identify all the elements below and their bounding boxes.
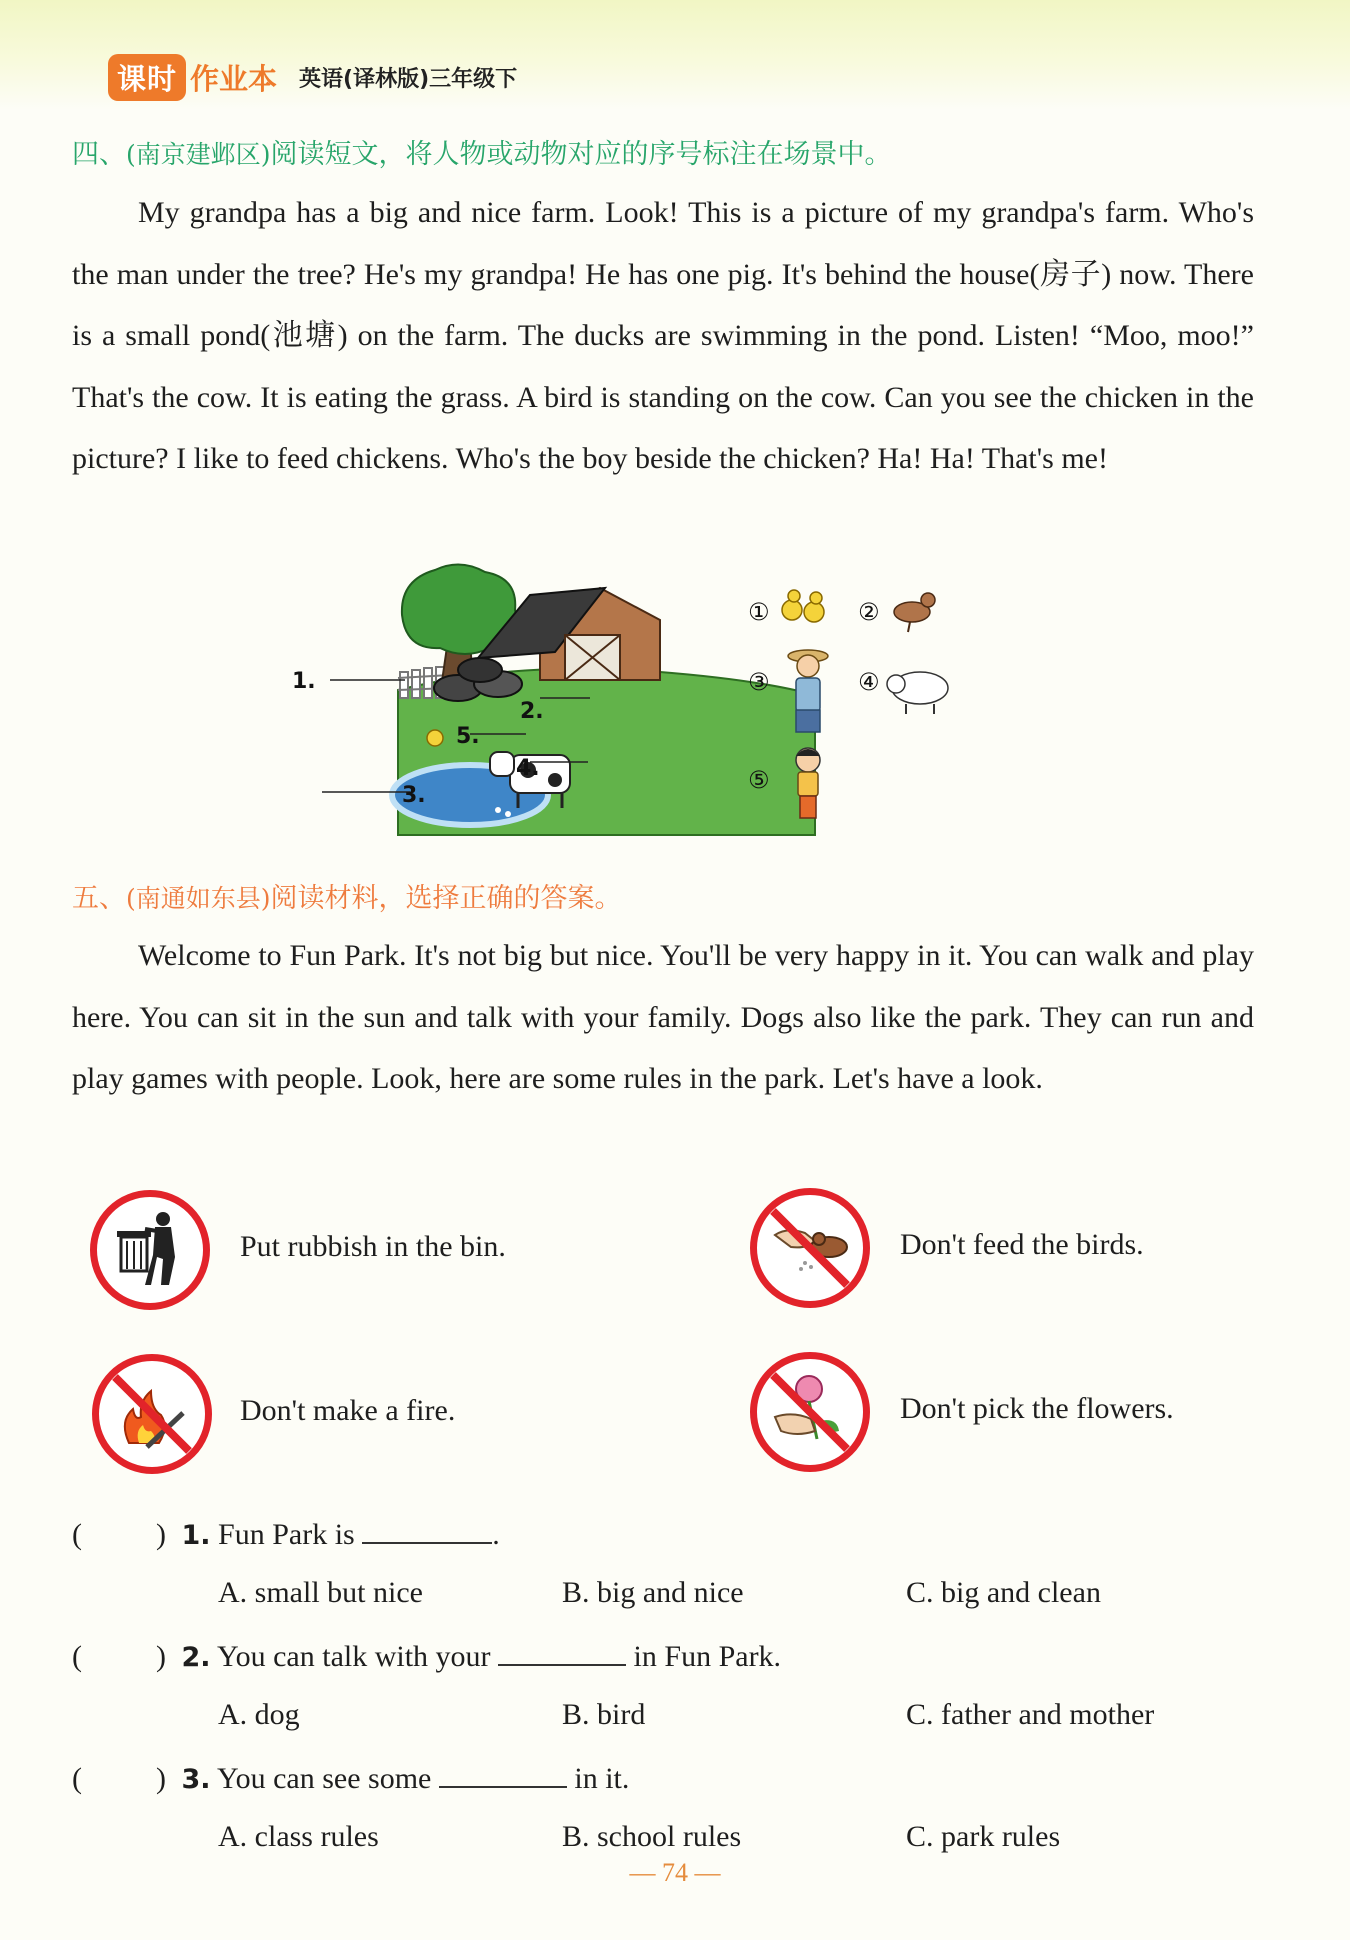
option-3-number: ③ <box>748 668 770 696</box>
question-3-blank[interactable] <box>439 1760 567 1788</box>
q3-option-c[interactable]: C. park rules <box>906 1820 1061 1853</box>
chicks-icon <box>782 590 824 622</box>
section5-passage <box>72 925 1254 1110</box>
sign-text-flowers: Don't pick the flowers. <box>900 1392 1174 1425</box>
section5-passage-text: Welcome to Fun Park. It's not big but nice. You'll be very happy in it. You can walk and play here. You can sit in the sun and talk with your family. Dogs also like the park. They can run and play games with people. Look, here are some rules in the park. Let's have a look. <box>72 939 1254 1095</box>
section4-number: 四、 <box>72 139 126 170</box>
section4-instruction: 阅读短文，将人物或动物对应的序号标注在场景中。 <box>270 139 892 170</box>
farm-picture <box>322 564 815 835</box>
pig-icon <box>887 672 948 714</box>
question-1-number: 1. <box>181 1520 211 1551</box>
section4-source: (南京建邺区) <box>126 140 271 169</box>
answer-paren-close-2: ) <box>156 1640 166 1673</box>
no-fire-sign-icon <box>92 1354 212 1474</box>
q3-option-a[interactable]: A. class rules <box>218 1820 379 1853</box>
question-1 <box>72 1516 500 1552</box>
question-1-text: Fun Park is <box>218 1518 355 1551</box>
answer-paren-close-3: ) <box>156 1762 166 1795</box>
question-2 <box>72 1638 781 1674</box>
section5-title <box>72 876 622 915</box>
scene-label-2: 2. <box>520 699 544 724</box>
answer-paren-open-1: ( <box>72 1518 82 1551</box>
sign-text-birds: Don't feed the birds. <box>900 1228 1144 1261</box>
section4-passage <box>72 182 1254 490</box>
answer-paren-open-2: ( <box>72 1640 82 1673</box>
farm-scene <box>292 560 980 850</box>
no-picking-flowers-sign-icon <box>750 1352 870 1472</box>
question-3-number: 3. <box>181 1764 211 1795</box>
q2-option-a[interactable]: A. dog <box>218 1698 300 1731</box>
question-2-text: You can talk with your <box>216 1640 491 1673</box>
question-1-suffix: . <box>492 1518 500 1551</box>
q2-option-b[interactable]: B. bird <box>562 1698 646 1731</box>
sign-text-fire: Don't make a fire. <box>240 1394 456 1427</box>
answer-paren-open-3: ( <box>72 1762 82 1795</box>
section5-source: (南通如东县) <box>126 884 271 913</box>
question-1-blank[interactable] <box>362 1516 492 1544</box>
scene-label-4: 4. <box>516 756 540 781</box>
bird-icon <box>894 593 935 632</box>
page-number: — 74 — <box>629 1858 721 1887</box>
sign-text-rubbish: Put rubbish in the bin. <box>240 1230 506 1263</box>
subject-title: 英语(译林版)三年级下 <box>299 66 518 92</box>
q1-option-a[interactable]: A. small but nice <box>218 1576 423 1609</box>
question-3-text: You can see some <box>216 1762 432 1795</box>
brand-name: 作业本 <box>190 61 278 96</box>
boy-icon <box>796 748 820 818</box>
park-rules-signs <box>86 1182 1266 1502</box>
question-2-blank[interactable] <box>498 1638 626 1666</box>
question-2-number: 2. <box>181 1642 211 1673</box>
page-header <box>108 52 517 102</box>
question-3 <box>72 1760 629 1796</box>
section4-title <box>72 132 892 171</box>
q2-option-c[interactable]: C. father and mother <box>906 1698 1155 1731</box>
rubbish-bin-sign-icon <box>90 1190 210 1310</box>
section5-number: 五、 <box>72 883 126 914</box>
scene-label-5: 5. <box>456 724 480 749</box>
no-feeding-birds-sign-icon <box>750 1188 870 1308</box>
section4-passage-text: My grandpa has a big and nice farm. Look! This is a picture of my grandpa's farm. Who's the man under the tree? He's my grandpa! He has one pig. It's behind the house(房子) now. There is a small pond(池塘) on the farm. The ducks are swimming in the pond. Listen! “Moo, moo!” That's the cow. It is eating the grass. A bird is standing on the cow. Can you see the chicken in the picture? I like to feed chickens. Who's the boy beside the chicken? Ha! Ha! That's me! <box>72 196 1254 475</box>
scene-label-3: 3. <box>402 783 426 808</box>
option-1-number: ① <box>748 598 770 626</box>
scene-label-1: 1. <box>292 669 316 694</box>
question-2-suffix: in Fun Park. <box>633 1640 782 1673</box>
q3-option-b[interactable]: B. school rules <box>562 1820 742 1853</box>
answer-paren-close-1: ) <box>156 1518 166 1551</box>
option-4-number: ④ <box>858 668 880 696</box>
q1-option-b[interactable]: B. big and nice <box>562 1576 744 1609</box>
option-2-number: ② <box>858 598 880 626</box>
brand-logo: 课时 <box>108 54 186 101</box>
q1-option-c[interactable]: C. big and clean <box>906 1576 1101 1609</box>
question-3-suffix: in it. <box>574 1762 630 1795</box>
section5-instruction: 阅读材料，选择正确的答案。 <box>270 883 622 914</box>
option-5-number: ⑤ <box>748 766 770 794</box>
